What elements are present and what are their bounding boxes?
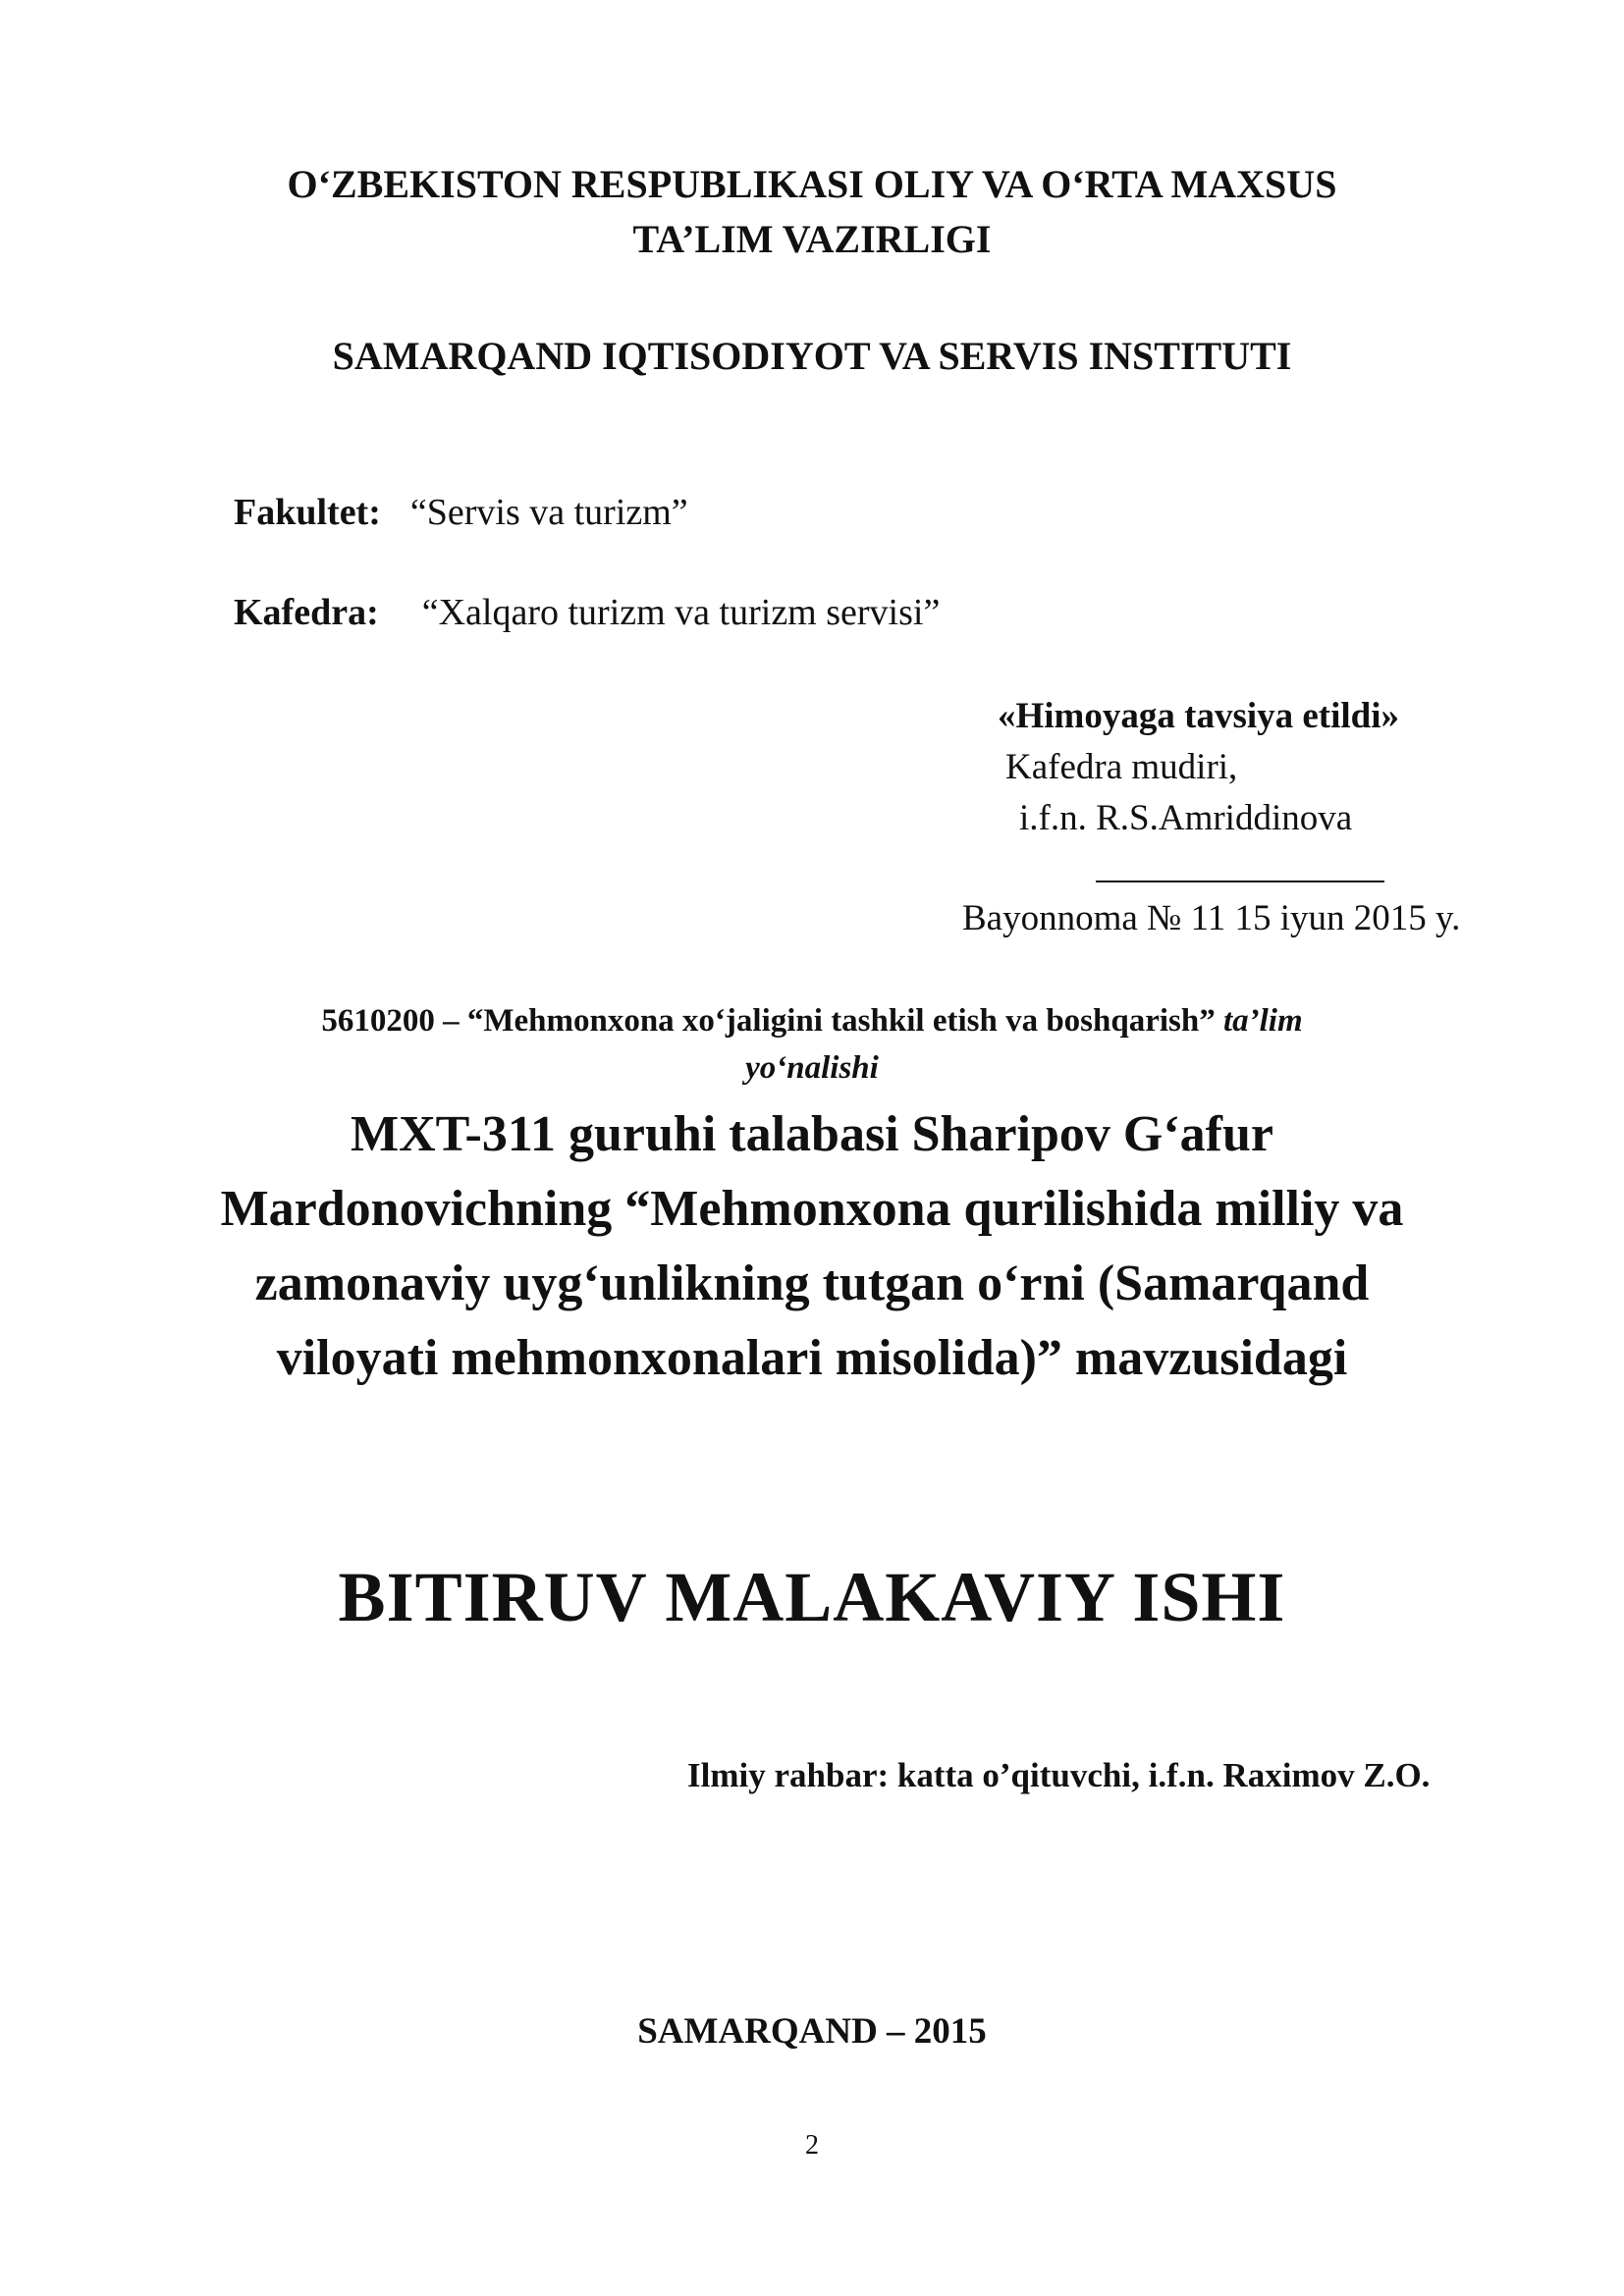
specialty-line-1 xyxy=(0,997,1624,1044)
approval-heading: «Himoyaga tavsiya etildi» xyxy=(998,696,1400,736)
protocol-line: Bayonnoma № 11 15 iyun 2015 y. xyxy=(962,898,1461,938)
topic-line-3: zamonaviy uyg‘unlikning tutgan o‘rni (Samarqand xyxy=(254,1255,1370,1311)
supervisor-line: Ilmiy rahbar: katta o’qituvchi, i.f.n. Raximov Z.O. xyxy=(687,1756,1431,1794)
topic-line-2: Mardonovichning “Mehmonxona qurilishida milliy va xyxy=(220,1181,1404,1237)
faculty-row xyxy=(234,487,688,538)
department-row xyxy=(234,587,940,638)
specialty-suffix-2: yo‘nalishi xyxy=(745,1050,879,1086)
page-number: 2 xyxy=(805,2130,819,2161)
ministry-line-2: TA’LIM VAZIRLIGI xyxy=(632,217,992,261)
specialty-block xyxy=(0,997,1624,1092)
faculty-value: “Servis va turizm” xyxy=(409,492,688,533)
specialty-suffix-1: ta’lim xyxy=(1222,1003,1303,1039)
institute-name: SAMARQAND IQTISODIYOT VA SERVIS INSTITUTI xyxy=(332,334,1292,378)
approval-block xyxy=(998,691,1399,844)
specialty-code-name: 5610200 – “Mehmonxona xo‘jaligini tashkil etish va boshqarish” xyxy=(321,1003,1216,1039)
approval-position: Kafedra mudiri, xyxy=(1005,747,1238,787)
thesis-topic xyxy=(0,1097,1624,1396)
work-title: BITIRUV MALAKAVIY ISHI xyxy=(338,1558,1286,1636)
ministry-heading xyxy=(0,157,1624,267)
ministry-line-1: O‘ZBEKISTON RESPUBLIKASI OLIY VA O‘RTA MAXSUS xyxy=(287,162,1337,206)
topic-line-1: MXT-311 guruhi talabasi Sharipov G‘afur xyxy=(350,1106,1273,1162)
department-label: Kafedra: xyxy=(234,592,379,633)
signature-line xyxy=(1096,881,1384,882)
faculty-label: Fakultet: xyxy=(234,492,381,533)
approval-name: i.f.n. R.S.Amriddinova xyxy=(1019,798,1353,838)
city-year: SAMARQAND – 2015 xyxy=(637,2011,987,2052)
topic-line-4: viloyati mehmonxonalari misolida)” mavzusidagi xyxy=(276,1330,1348,1386)
department-value: “Xalqaro turizm va turizm servisi” xyxy=(421,592,941,633)
